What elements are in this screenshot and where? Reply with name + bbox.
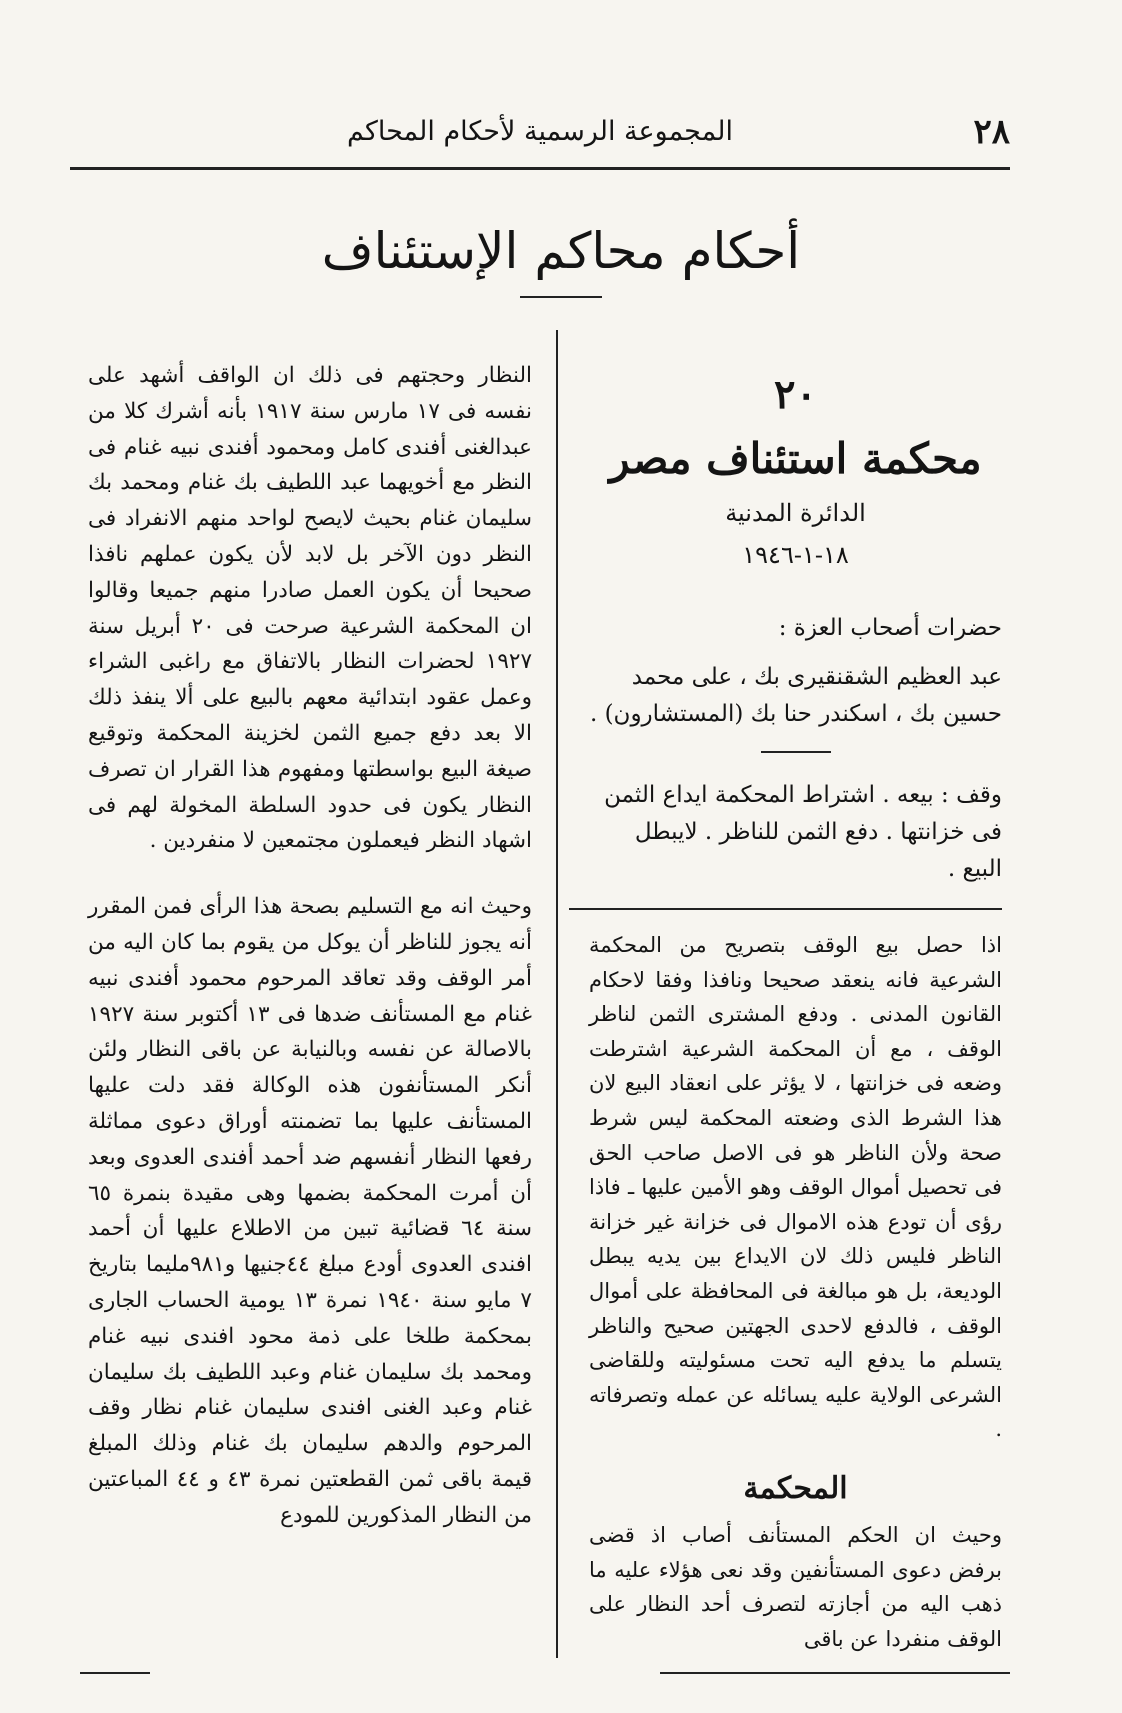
right-column: [589, 365, 1002, 1656]
paragraph: وحيث انه مع التسليم بصحة هذا الرأى فمن المقرر أنه يجوز للناظر أن يوكل من يقوم بما كان اليه من أمر الوقف وقد تعاقد المرحوم محمود أفندى نبيه غنام مع المستأنف ضدها فى ١٣ أكتوبر سنة ١٩٢٧ بالاصالة عن نفسه وبالنيابة عن باقى النظار ولئن أنكر المستأنفون هذه الوكالة فقد دلت عليها المستأنف عليها بما تضمنته أوراق دعوى مماثلة رفعها النظار أنفسهم ضد أحمد أفندى العدوى وبعد أن أمرت المحكمة بضمها وهى مقيدة بنمرة ٦٥ سنة ٦٤ قضائية تبين من الاطلاع عليها أن أحمد افندى العدوى أودع مبلغ ٤٤جنيها و٩٨١مليما بتاريخ ٧ مايو سنة ١٩٤٠ نمرة ١٣ يومية الحساب الجارى بمحكمة طلخا على ذمة محود افندى نبيه غنام ومحمد بك سليمان غنام وعبد اللطيف بك سليمان غنام وعبد الغنى افندى سليمان غنام نظار وقف المرحوم والدهم سليمان بك غنام وذلك المبلغ قيمة باقى ثمن القطعتين نمرة ٤٣ و ٤٤ المباعتين من النظار المذكورين للمودع: [88, 894, 533, 1528]
column-divider: [556, 330, 558, 1658]
judgment-date: ١٨-١-١٩٤٦: [742, 541, 849, 569]
case-number: ٢٠: [774, 371, 817, 418]
page-number: ٢٨: [973, 112, 1010, 152]
keywords: وقف : بيعه . اشتراط المحكمة ايداع الثمن فى خزانتها . دفع الثمن للناظر . لايبطل البيع .: [604, 782, 1002, 882]
court-heading: المحكمة: [743, 1470, 848, 1506]
paragraph: النظار وحجتهم فى ذلك ان الواقف أشهد على نفسه فى ١٧ مارس سنة ١٩١٧ بأنه أشرك كلا من عبدالغنى أفندى كامل ومحمود أفندى نبيه غنام فى النظر مع أخويهما عبد اللطيف بك غنام ومحمد بك سليمان غنام بحيث لايصح لواحد منهم الانفراد فى النظر دون الآخر بل لابد لأن يكون عملهم نافذا صحيحا أن يكون العمل صادرا منهم جميعا وقالوا ان المحكمة الشرعية صرحت فى ٢٠ أبريل سنة ١٩٢٧ لحضرات النظار بالاتفاق مع راغبى الشراء وعمل عقود ابتدائية معهم بالبيع على ألا ينفذ ذلك الا بعد دفع جميع الثمن لخزينة المحكمة وتوقيع صيغة البيع بواسطتها ومفهوم هذا القرار ان تصرف النظار يكون فى حدود السلطة المخولة لهم فى اشهاد النظر فيعملون مجتمعين لا منفردين .: [88, 363, 532, 854]
judgment-text-start: وحيث ان الحكم المستأنف أصاب اذ قضى برفض دعوى المستأنفين وقد نعى هؤلاء عليه ما ذهب اليه من أجازته لتصرف أحد النظار على الوقف منفردا عن باقى: [589, 1522, 1002, 1651]
judges-label: حضرات أصحاب العزة :: [778, 615, 1002, 641]
section-title: أحكام محاكم الإستئناف: [321, 222, 801, 280]
footer-rule-left: [80, 1672, 150, 1674]
running-title: المجموعة الرسمية لأحكام المحاكم: [347, 116, 733, 147]
summary-rule: [569, 908, 1002, 910]
circuit-name: الدائرة المدنية: [725, 499, 866, 527]
header-rule: [70, 167, 1010, 170]
title-rule: [520, 296, 602, 298]
short-rule: [761, 751, 831, 753]
judges-list: عبد العظيم الشقنقيرى بك ، على محمد حسين بك ، اسكندر حنا بك (المستشارون) .: [589, 664, 1002, 727]
running-header: [70, 112, 1010, 162]
footer-rule-right: [660, 1672, 1010, 1674]
left-column: [88, 358, 532, 1534]
legal-principle-summary: اذا حصل بيع الوقف بتصريح من المحكمة الشرعية فانه ينعقد صحيحا ونافذا وفقا لاحكام القانون المدنى . ودفع المشترى الثمن لناظر الوقف ، مع أن المحكمة الشرعية اشترطت وضعه فى خزانتها ، لا يؤثر على انعقاد البيع لان هذا الشرط الذى وضعته المحكمة ليس شرط صحة ولأن الناظر هو فى الاصل صاحب الحق فى تحصيل أموال الوقف وهو الأمين عليها ـ فاذا رؤى أن تودع هذه الاموال فى خزانة غير خزانة الناظر فليس ذلك لان الايداع بين يديه يبطل الوديعة، بل هو مبالغة فى المحافظة على أموال الوقف ، فالدفع لاحدى الجهتين صحيح والناظر يتسلم ما يدفع اليه تحت مسئوليته وللقاضى الشرعى الولاية عليه يسائله عن عمله وتصرفاته .: [589, 933, 1002, 1442]
court-name: محكمة استئناف مصر: [609, 434, 982, 483]
